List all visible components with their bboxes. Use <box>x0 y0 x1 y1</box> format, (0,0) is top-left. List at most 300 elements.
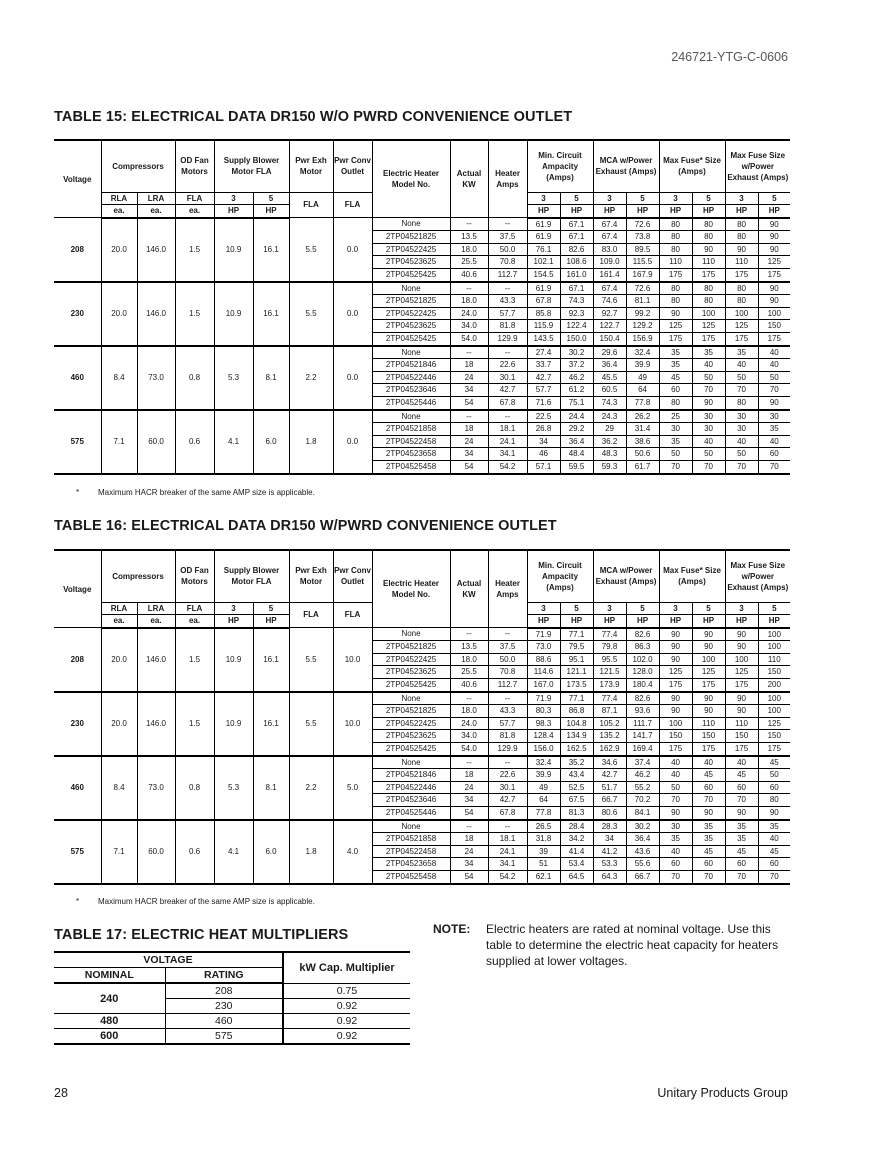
mca-3hp-cell: 98.3 <box>527 717 560 730</box>
heater-amps-cell: 50.0 <box>488 243 527 256</box>
voltage-cell: 575 <box>54 410 101 474</box>
max-fuse-power-3hp-cell: 50 <box>725 371 758 384</box>
max-fuse-power-3hp-cell: 70 <box>725 460 758 473</box>
fuse-3-head: 3 <box>659 192 692 205</box>
mca-5hp-cell: 82.6 <box>560 243 593 256</box>
max-fuse-power-3hp-cell: 150 <box>725 730 758 743</box>
pwr-exh-head: Pwr Exh Motor <box>289 550 333 602</box>
od-fan-cell: 0.8 <box>175 756 214 820</box>
max-fuse-power-5hp-cell: 35 <box>758 820 790 833</box>
mca-power-3hp-cell: 48.3 <box>593 448 626 461</box>
max-fuse-power-5hp-cell: 70 <box>758 384 790 397</box>
compressors-head: Compressors <box>101 140 175 192</box>
mca-power-5hp-cell: 49 <box>626 371 659 384</box>
mca-3hp-cell: 71.9 <box>527 692 560 705</box>
fla-head: FLA <box>175 192 214 205</box>
blower-5hp-cell: 16.1 <box>253 218 289 282</box>
multiplier-cell: 0.92 <box>283 1029 410 1045</box>
heater-model-cell: 2TP04522458 <box>372 435 450 448</box>
mca-power-5hp-cell: 39.9 <box>626 359 659 372</box>
pwr-conv-cell: 0.0 <box>333 218 372 282</box>
max-fuse-3hp-cell: 80 <box>659 397 692 410</box>
actual-kw-cell: 34 <box>450 858 488 871</box>
heater-model-cell: None <box>372 756 450 769</box>
rating-cell: 230 <box>165 999 283 1014</box>
actual-kw-cell: 54 <box>450 397 488 410</box>
lra-cell: 146.0 <box>137 628 175 692</box>
table-row <box>54 282 790 295</box>
actual-kw-cell: -- <box>450 628 488 641</box>
heater-amps-cell: 30.1 <box>488 371 527 384</box>
max-fuse-power-3hp-cell: 80 <box>725 231 758 244</box>
actual-kw-cell: 40.6 <box>450 679 488 692</box>
heater-amps-cell: 129.9 <box>488 743 527 756</box>
mca-power-3hp-cell: 67.4 <box>593 282 626 295</box>
heater-amps-cell: -- <box>488 820 527 833</box>
max-fuse-3hp-cell: 35 <box>659 359 692 372</box>
max-fuse-5hp-cell: 30 <box>692 423 725 436</box>
table-row <box>54 218 790 231</box>
heater-amps-cell: 129.9 <box>488 333 527 346</box>
mca-5hp-cell: 29.2 <box>560 423 593 436</box>
max-fuse-power-3hp-cell: 175 <box>725 679 758 692</box>
rla-cell: 8.4 <box>101 756 137 820</box>
lra-unit: ea. <box>137 205 175 218</box>
heater-model-cell: 2TP04522425 <box>372 717 450 730</box>
mca-5hp-cell: 48.4 <box>560 448 593 461</box>
heater-model-cell: 2TP04521846 <box>372 359 450 372</box>
max-fuse-5hp-cell: 150 <box>692 730 725 743</box>
mca-3hp-cell: 32.4 <box>527 756 560 769</box>
nominal-cell: 600 <box>54 1029 165 1045</box>
max-fuse-5hp-cell: 90 <box>692 243 725 256</box>
heater-model-cell: 2TP04525446 <box>372 397 450 410</box>
max-fuse-power-5hp-cell: 100 <box>758 692 790 705</box>
mca-power-5hp-cell: 156.9 <box>626 333 659 346</box>
heater-amps-cell: 24.1 <box>488 435 527 448</box>
actual-kw-cell: -- <box>450 218 488 231</box>
multiplier-cell: 0.75 <box>283 983 410 999</box>
max-fuse-3hp-cell: 40 <box>659 769 692 782</box>
mca-power-5hp-cell: 73.8 <box>626 231 659 244</box>
mca-power-5hp-cell: 61.7 <box>626 460 659 473</box>
actual-kw-cell: -- <box>450 410 488 423</box>
heater-amps-cell: 30.1 <box>488 781 527 794</box>
pwr-conv-cell: 10.0 <box>333 628 372 692</box>
max-fuse-3hp-cell: 125 <box>659 666 692 679</box>
od-fan-head: OD Fan Motors <box>175 550 214 602</box>
blower-3hp-cell: 10.9 <box>214 692 253 756</box>
mca-3hp-cell: 128.4 <box>527 730 560 743</box>
max-fuse-5hp-cell: 70 <box>692 870 725 883</box>
table-row <box>54 410 790 423</box>
mca-5hp-cell: 74.3 <box>560 295 593 308</box>
blower-5hp-cell: 16.1 <box>253 628 289 692</box>
note-text: Electric heaters are rated at nominal voltage. Use this table to determine the electric heat capacity for heaters supplied at lower voltages. <box>486 922 779 968</box>
max-fuse-power-3hp-cell: 70 <box>725 870 758 883</box>
heater-amps-cell: 37.5 <box>488 641 527 654</box>
mcap-3-head: 3 <box>593 192 626 205</box>
od-fan-cell: 1.5 <box>175 218 214 282</box>
max-fuse-power-3hp-cell: 40 <box>725 435 758 448</box>
mca-5hp-cell: 34.2 <box>560 833 593 846</box>
mca-power-5hp-cell: 111.7 <box>626 717 659 730</box>
mca-power-5hp-cell: 50.6 <box>626 448 659 461</box>
mca-power-3hp-cell: 74.3 <box>593 397 626 410</box>
mca-power-3hp-cell: 41.2 <box>593 845 626 858</box>
mca-3hp-cell: 31.8 <box>527 833 560 846</box>
lra-cell: 60.0 <box>137 820 175 884</box>
mca-3hp-cell: 71.9 <box>527 628 560 641</box>
heater-amps-cell: 54.2 <box>488 870 527 883</box>
max-fuse-power-5hp-cell: 125 <box>758 256 790 269</box>
table-row <box>54 820 790 833</box>
blower-5-head: 5 <box>253 602 289 615</box>
mcap-5-unit: HP <box>626 615 659 628</box>
max-fuse-power-3hp-cell: 80 <box>725 397 758 410</box>
max-fuse-5hp-cell: 175 <box>692 679 725 692</box>
voltage-cell: 230 <box>54 282 101 346</box>
blower-5hp-cell: 16.1 <box>253 692 289 756</box>
rla-cell: 20.0 <box>101 218 137 282</box>
max-fuse-3hp-cell: 175 <box>659 679 692 692</box>
mca-power-5hp-cell: 37.4 <box>626 756 659 769</box>
max-fuse-head: Max Fuse* Size (Amps) <box>659 140 725 192</box>
mca-power-5hp-cell: 86.3 <box>626 641 659 654</box>
mca-3hp-cell: 49 <box>527 781 560 794</box>
max-fuse-3hp-cell: 30 <box>659 820 692 833</box>
blower-5hp-cell: 16.1 <box>253 282 289 346</box>
od-fan-cell: 1.5 <box>175 628 214 692</box>
actual-kw-cell: -- <box>450 346 488 359</box>
mca-3hp-cell: 88.6 <box>527 653 560 666</box>
heater-model-cell: 2TP04525425 <box>372 269 450 282</box>
fuse-3-unit: HP <box>659 205 692 218</box>
fuse-5-head: 5 <box>692 602 725 615</box>
max-fuse-power-5hp-cell: 40 <box>758 435 790 448</box>
heater-amps-cell: 81.8 <box>488 320 527 333</box>
heater-amps-cell: 54.2 <box>488 460 527 473</box>
max-fuse-3hp-cell: 50 <box>659 781 692 794</box>
max-fuse-3hp-cell: 70 <box>659 870 692 883</box>
mca-3hp-cell: 27.4 <box>527 346 560 359</box>
max-fuse-3hp-cell: 150 <box>659 730 692 743</box>
rla-cell: 7.1 <box>101 820 137 884</box>
blower-5hp-cell: 6.0 <box>253 410 289 474</box>
actual-kw-cell: 24 <box>450 371 488 384</box>
voltage-cell: 460 <box>54 346 101 410</box>
mca-power-5hp-cell: 66.7 <box>626 870 659 883</box>
table15-title: TABLE 15: ELECTRICAL DATA DR150 W/O PWRD CONVENIENCE OUTLET <box>54 109 573 125</box>
heater-model-cell: 2TP04522425 <box>372 653 450 666</box>
mca-power-5hp-cell: 64 <box>626 384 659 397</box>
mca-power-3hp-cell: 34 <box>593 833 626 846</box>
mcap-3-unit: HP <box>593 615 626 628</box>
od-fan-cell: 0.6 <box>175 820 214 884</box>
actual-kw-cell: 25.5 <box>450 666 488 679</box>
mca-5hp-cell: 134.9 <box>560 730 593 743</box>
max-fuse-power-3hp-cell: 40 <box>725 756 758 769</box>
mca-3hp-cell: 167.0 <box>527 679 560 692</box>
lra-cell: 73.0 <box>137 756 175 820</box>
fuse-5-head: 5 <box>692 192 725 205</box>
heater-amps-cell: 57.7 <box>488 717 527 730</box>
blower-5hp-cell: 6.0 <box>253 820 289 884</box>
footnote-star: * <box>76 488 80 497</box>
mca-5hp-cell: 67.1 <box>560 218 593 231</box>
kw-multiplier-head: kW Cap. Multiplier <box>283 952 410 983</box>
mca-5hp-cell: 46.2 <box>560 371 593 384</box>
heater-amps-cell: 67.8 <box>488 397 527 410</box>
mca-5hp-cell: 77.1 <box>560 628 593 641</box>
max-fuse-3hp-cell: 90 <box>659 705 692 718</box>
mca-5hp-cell: 35.2 <box>560 756 593 769</box>
max-fuse-5hp-cell: 90 <box>692 692 725 705</box>
nominal-cell: 240 <box>54 983 165 1014</box>
max-fuse-3hp-cell: 45 <box>659 371 692 384</box>
max-fuse-5hp-cell: 100 <box>692 653 725 666</box>
max-fuse-5hp-cell: 30 <box>692 410 725 423</box>
mca-3hp-cell: 51 <box>527 858 560 871</box>
mca-power-5hp-cell: 84.1 <box>626 807 659 820</box>
max-fuse-3hp-cell: 175 <box>659 333 692 346</box>
heater-amps-head: Heater Amps <box>488 140 527 218</box>
rating-cell: 575 <box>165 1029 283 1045</box>
voltage-cell: 230 <box>54 692 101 756</box>
max-fuse-power-3hp-cell: 70 <box>725 794 758 807</box>
actual-kw-cell: 24 <box>450 781 488 794</box>
actual-kw-head: Actual KW <box>450 550 488 628</box>
max-fuse-5hp-cell: 80 <box>692 218 725 231</box>
max-fuse-power-3hp-cell: 30 <box>725 410 758 423</box>
max-fuse-power-3hp-cell: 110 <box>725 717 758 730</box>
max-fuse-power-5hp-cell: 45 <box>758 845 790 858</box>
mca-5-head: 5 <box>560 602 593 615</box>
actual-kw-cell: 24 <box>450 845 488 858</box>
heater-model-cell: None <box>372 346 450 359</box>
max-fuse-3hp-cell: 80 <box>659 243 692 256</box>
heater-model-cell: None <box>372 410 450 423</box>
lra-head: LRA <box>137 602 175 615</box>
mca-3hp-cell: 154.5 <box>527 269 560 282</box>
blower-3-unit: HP <box>214 205 253 218</box>
mca-power-3hp-cell: 77.4 <box>593 628 626 641</box>
max-fuse-power-3hp-cell: 175 <box>725 743 758 756</box>
table16 <box>54 549 790 885</box>
od-fan-cell: 1.5 <box>175 692 214 756</box>
max-fuse-power-5hp-cell: 100 <box>758 628 790 641</box>
max-fuse-3hp-cell: 175 <box>659 269 692 282</box>
mca-power-5hp-cell: 77.8 <box>626 397 659 410</box>
max-fuse-3hp-cell: 90 <box>659 628 692 641</box>
lra-cell: 73.0 <box>137 346 175 410</box>
mca-3hp-cell: 77.8 <box>527 807 560 820</box>
heater-model-head: Electric Heater Model No. <box>372 140 450 218</box>
mca-power-3hp-cell: 64.3 <box>593 870 626 883</box>
pwr-exh-head: Pwr Exh Motor <box>289 140 333 192</box>
mca-5hp-cell: 95.1 <box>560 653 593 666</box>
fuse-3-unit: HP <box>659 615 692 628</box>
heater-model-cell: 2TP04523646 <box>372 794 450 807</box>
mca-5hp-cell: 30.2 <box>560 346 593 359</box>
mca-power-3hp-cell: 77.4 <box>593 692 626 705</box>
max-fuse-power-5hp-cell: 90 <box>758 397 790 410</box>
mca-power-3hp-cell: 28.3 <box>593 820 626 833</box>
heater-amps-cell: -- <box>488 346 527 359</box>
max-fuse-power-5hp-cell: 150 <box>758 730 790 743</box>
max-fuse-3hp-cell: 25 <box>659 410 692 423</box>
heater-amps-cell: 81.8 <box>488 730 527 743</box>
max-fuse-head: Max Fuse* Size (Amps) <box>659 550 725 602</box>
max-fuse-5hp-cell: 40 <box>692 435 725 448</box>
max-fuse-power-3hp-cell: 90 <box>725 705 758 718</box>
voltage-group-head: VOLTAGE <box>54 952 283 968</box>
max-fuse-5hp-cell: 100 <box>692 307 725 320</box>
mca-power-3hp-cell: 162.9 <box>593 743 626 756</box>
max-fuse-power-3hp-cell: 35 <box>725 833 758 846</box>
actual-kw-cell: 18 <box>450 769 488 782</box>
mca-3-unit: HP <box>527 205 560 218</box>
heater-amps-cell: 37.5 <box>488 231 527 244</box>
mca-3hp-cell: 143.5 <box>527 333 560 346</box>
max-fuse-power-5hp-cell: 40 <box>758 833 790 846</box>
actual-kw-cell: 54 <box>450 460 488 473</box>
heater-model-cell: 2TP04525446 <box>372 807 450 820</box>
supply-blower-head: Supply Blower Motor FLA <box>214 140 289 192</box>
heater-model-cell: 2TP04523625 <box>372 666 450 679</box>
actual-kw-cell: 34.0 <box>450 730 488 743</box>
max-fuse-5hp-cell: 70 <box>692 384 725 397</box>
heater-model-cell: 2TP04523625 <box>372 256 450 269</box>
lra-cell: 146.0 <box>137 218 175 282</box>
rla-unit: ea. <box>101 205 137 218</box>
max-fuse-power-3hp-cell: 80 <box>725 218 758 231</box>
max-fuse-power-5hp-cell: 175 <box>758 333 790 346</box>
mca-power-5hp-cell: 169.4 <box>626 743 659 756</box>
mca-3hp-cell: 73.0 <box>527 641 560 654</box>
mca-3hp-cell: 61.9 <box>527 218 560 231</box>
max-fuse-3hp-cell: 35 <box>659 346 692 359</box>
blower-3-head: 3 <box>214 602 253 615</box>
max-fuse-5hp-cell: 90 <box>692 397 725 410</box>
pwr-exh-cell: 2.2 <box>289 346 333 410</box>
mca-5hp-cell: 53.4 <box>560 858 593 871</box>
max-fuse-power-5hp-cell: 30 <box>758 410 790 423</box>
heater-amps-cell: 34.1 <box>488 858 527 871</box>
max-fuse-3hp-cell: 50 <box>659 448 692 461</box>
max-fuse-3hp-cell: 90 <box>659 692 692 705</box>
fla-head: FLA <box>175 602 214 615</box>
max-fuse-5hp-cell: 125 <box>692 666 725 679</box>
mca-power-3hp-cell: 59.3 <box>593 460 626 473</box>
max-fuse-power-5hp-cell: 100 <box>758 307 790 320</box>
actual-kw-cell: 24.0 <box>450 307 488 320</box>
mca-power-5hp-cell: 180.4 <box>626 679 659 692</box>
mca-5hp-cell: 104.8 <box>560 717 593 730</box>
max-fuse-5hp-cell: 90 <box>692 641 725 654</box>
heater-amps-cell: 112.7 <box>488 679 527 692</box>
actual-kw-cell: 24 <box>450 435 488 448</box>
max-fuse-power-5hp-cell: 150 <box>758 666 790 679</box>
max-fuse-power-5hp-cell: 35 <box>758 423 790 436</box>
max-fuse-power-5hp-cell: 90 <box>758 218 790 231</box>
max-fuse-5hp-cell: 40 <box>692 359 725 372</box>
max-fuse-power-3hp-cell: 80 <box>725 282 758 295</box>
voltage-cell: 460 <box>54 756 101 820</box>
max-fuse-power-3hp-cell: 60 <box>725 781 758 794</box>
max-fuse-power-5hp-cell: 40 <box>758 359 790 372</box>
actual-kw-cell: -- <box>450 756 488 769</box>
heater-model-cell: 2TP04521825 <box>372 641 450 654</box>
table-row <box>54 346 790 359</box>
heater-model-cell: 2TP04523625 <box>372 730 450 743</box>
max-fuse-3hp-cell: 35 <box>659 833 692 846</box>
rating-cell: 460 <box>165 1014 283 1029</box>
lra-cell: 60.0 <box>137 410 175 474</box>
heater-amps-cell: 112.7 <box>488 269 527 282</box>
mca-5hp-cell: 86.8 <box>560 705 593 718</box>
rla-cell: 20.0 <box>101 282 137 346</box>
mca-5-head: 5 <box>560 192 593 205</box>
mca-power-3hp-cell: 122.7 <box>593 320 626 333</box>
max-fuse-power-3hp-cell: 40 <box>725 359 758 372</box>
mca-5hp-cell: 108.6 <box>560 256 593 269</box>
mca-power-3hp-cell: 87.1 <box>593 705 626 718</box>
pwr-conv-cell: 0.0 <box>333 282 372 346</box>
blower-3hp-cell: 5.3 <box>214 346 253 410</box>
lra-cell: 146.0 <box>137 692 175 756</box>
blower-5-unit: HP <box>253 615 289 628</box>
mca-power-3hp-cell: 24.3 <box>593 410 626 423</box>
fusep-3-unit: HP <box>725 205 758 218</box>
max-fuse-3hp-cell: 90 <box>659 653 692 666</box>
max-fuse-5hp-cell: 110 <box>692 717 725 730</box>
mca-5hp-cell: 37.2 <box>560 359 593 372</box>
blower-5-head: 5 <box>253 192 289 205</box>
max-fuse-3hp-cell: 40 <box>659 845 692 858</box>
table15-body <box>54 218 790 474</box>
mcap-5-head: 5 <box>626 192 659 205</box>
fusep-5-head: 5 <box>758 192 790 205</box>
heater-amps-cell: -- <box>488 692 527 705</box>
max-fuse-5hp-cell: 50 <box>692 448 725 461</box>
mca-3hp-cell: 102.1 <box>527 256 560 269</box>
heater-model-cell: 2TP04525425 <box>372 743 450 756</box>
max-fuse-5hp-cell: 45 <box>692 769 725 782</box>
rla-cell: 7.1 <box>101 410 137 474</box>
mca-3hp-cell: 57.7 <box>527 384 560 397</box>
mca-5hp-cell: 43.4 <box>560 769 593 782</box>
mca-power-3hp-cell: 74.6 <box>593 295 626 308</box>
pwr-exh-cell: 2.2 <box>289 756 333 820</box>
actual-kw-cell: 13.5 <box>450 641 488 654</box>
pwr-conv-head: Pwr Conv Outlet <box>333 550 372 602</box>
max-fuse-power-5hp-cell: 90 <box>758 295 790 308</box>
max-fuse-power-3hp-cell: 70 <box>725 384 758 397</box>
mca-3hp-cell: 76.1 <box>527 243 560 256</box>
max-fuse-power-3hp-cell: 125 <box>725 666 758 679</box>
actual-kw-cell: -- <box>450 692 488 705</box>
max-fuse-5hp-cell: 45 <box>692 845 725 858</box>
max-fuse-power-5hp-cell: 90 <box>758 807 790 820</box>
mca-power-3hp-cell: 29 <box>593 423 626 436</box>
pwr-conv-cell: 5.0 <box>333 756 372 820</box>
max-fuse-5hp-cell: 175 <box>692 269 725 282</box>
actual-kw-cell: 18.0 <box>450 705 488 718</box>
note-label: NOTE: <box>433 922 471 936</box>
mcap-3-head: 3 <box>593 602 626 615</box>
heater-amps-cell: 22.6 <box>488 359 527 372</box>
